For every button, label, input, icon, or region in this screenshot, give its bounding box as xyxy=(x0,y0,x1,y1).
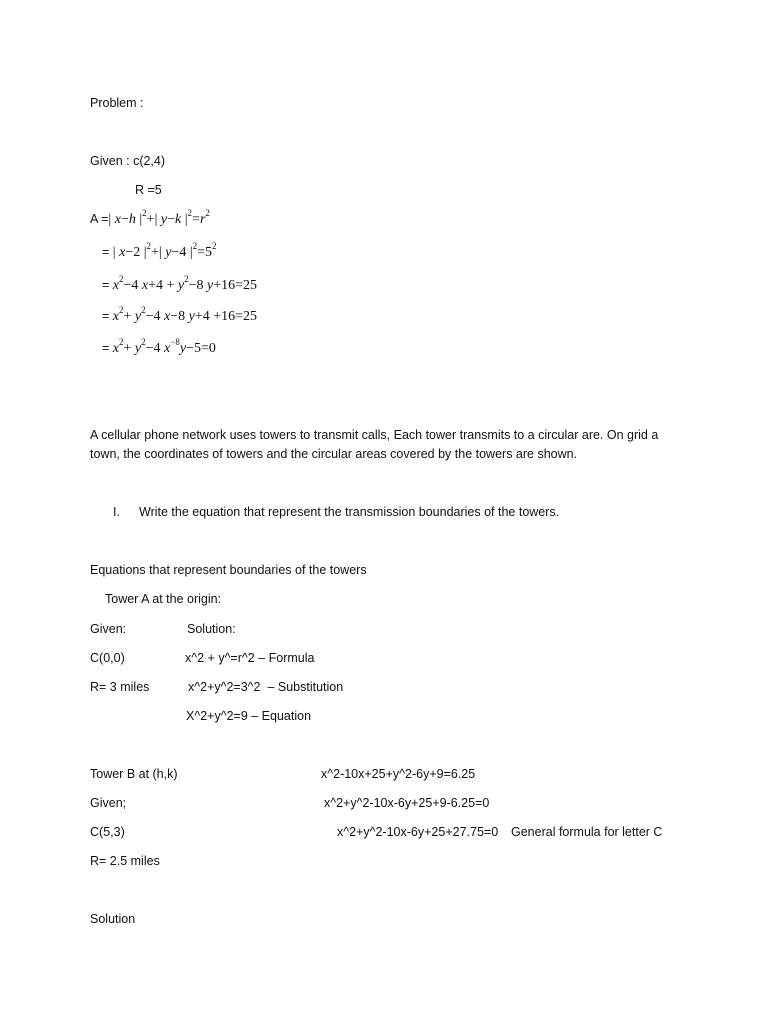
equation-line-2: = | x−2 $|^2+|$ y−4 $|^2=5^2$ xyxy=(102,241,217,260)
problem-paragraph: A cellular phone network uses towers to transmit calls, Each tower transmits to a circular are. On grid a town, the coordinates of towers and the circular areas covered by the towers are shown. xyxy=(90,428,659,461)
problem-label: Problem : xyxy=(90,96,144,110)
solution-label: Solution xyxy=(90,912,136,926)
section-heading: Equations that represent boundaries of the towers xyxy=(90,563,367,577)
given-radius: R =5 xyxy=(135,183,162,197)
tower-a-title: Tower A at the origin: xyxy=(105,592,222,606)
question-number: I. xyxy=(113,505,120,519)
equation-line-4: = $x^2+ y^2-4$ x−8 y+4 +16=25 xyxy=(102,305,258,324)
given-center: Given : c(2,4) xyxy=(90,154,166,168)
tower-b-step-2: x^2+y^2-10x-6y+25+9-6.25=0 xyxy=(324,796,490,810)
tower-b-title: Tower B at (h,k) xyxy=(90,767,178,781)
tower-b-note: General formula for letter C xyxy=(511,825,663,839)
tower-b-given-label: Given; xyxy=(90,796,127,810)
tower-a-equation: X^2+y^2=9 – Equation xyxy=(186,709,312,723)
tower-a-given-label: Given: xyxy=(90,622,127,636)
tower-b-radius: R= 2.5 miles xyxy=(90,854,160,868)
tower-a-solution-label: Solution: xyxy=(187,622,236,636)
equation-line-3: = $x^2-4$ $x+4 + y^2-8$ y+16=25 xyxy=(102,274,258,293)
equation-line-5: = $x^2+ y^2-4$ $x^{-8}y-5=0$ xyxy=(102,337,216,356)
equation-a: A =| x−h $|^2+|$ y−k $|^2=r^2$ xyxy=(90,208,210,227)
tower-b-center: C(5,3) xyxy=(90,825,125,839)
tower-a-substitution: x^2+y^2=3^2 – Substitution xyxy=(188,680,344,694)
tower-a-center: C(0,0) xyxy=(90,651,125,665)
tower-b-step-1: x^2-10x+25+y^2-6y+9=6.25 xyxy=(321,767,476,781)
tower-a-formula: x^2 + y^=r^2 – Formula xyxy=(185,651,315,665)
tower-a-radius: R= 3 miles xyxy=(90,680,150,694)
tower-b-step-3: x^2+y^2-10x-6y+25+27.75=0 xyxy=(337,825,499,839)
question-text: Write the equation that represent the transmission boundaries of the towers. xyxy=(139,505,560,519)
